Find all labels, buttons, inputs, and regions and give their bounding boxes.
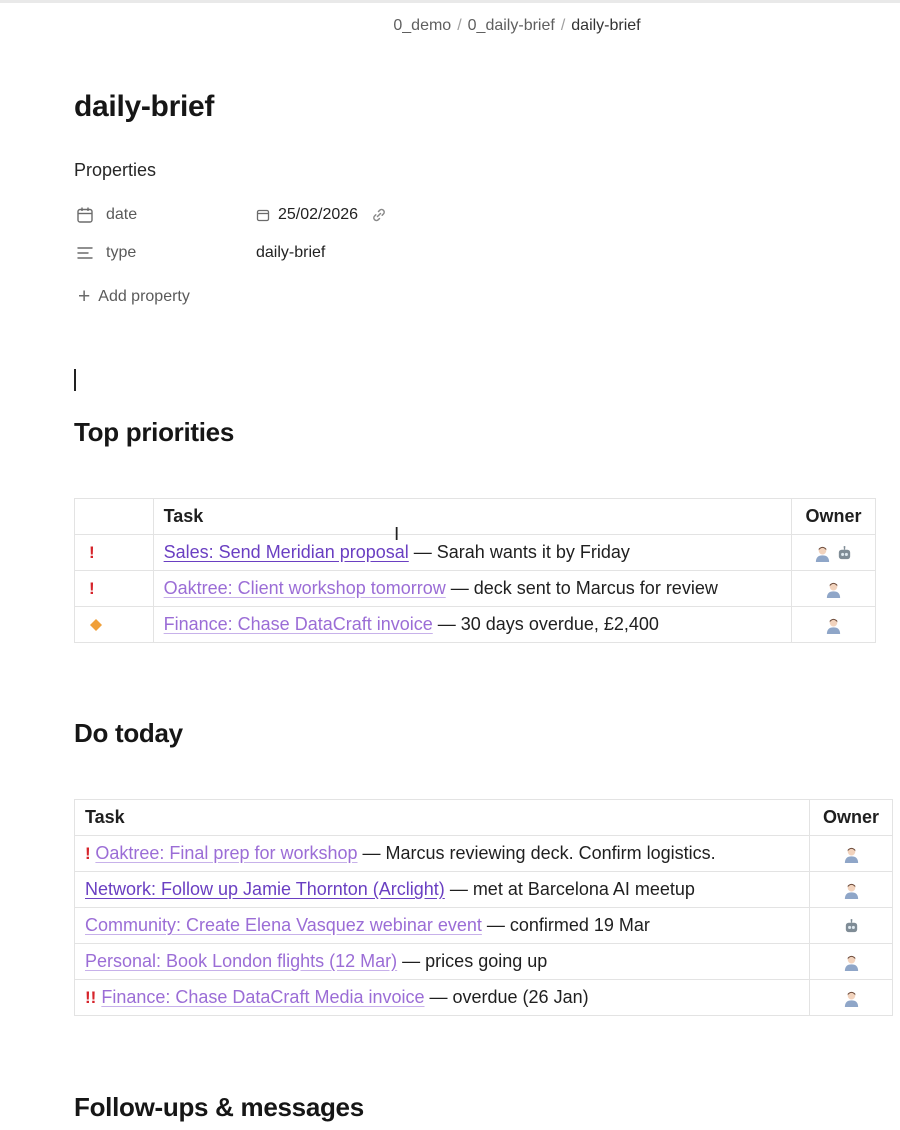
add-property-label: Add property xyxy=(98,287,190,305)
mouse-ibeam-cursor: I xyxy=(394,524,400,545)
orange-diamond-icon xyxy=(89,618,103,632)
plus-icon: + xyxy=(78,285,91,308)
person-avatar-icon xyxy=(814,545,831,562)
robot-avatar-icon xyxy=(843,918,860,935)
owner-cell xyxy=(792,535,876,571)
breadcrumb-separator: / xyxy=(457,17,462,34)
text-cursor xyxy=(74,369,76,391)
task-note: — confirmed 19 Mar xyxy=(481,915,650,935)
task-link[interactable]: Finance: Chase DataCraft invoice xyxy=(163,614,433,634)
section-title-do-today[interactable]: Do today xyxy=(74,718,183,748)
breadcrumb-separator: / xyxy=(560,17,566,34)
property-value-date[interactable] xyxy=(256,206,388,224)
task-note: — met at Barcelona AI meetup xyxy=(444,879,695,899)
table-row[interactable] xyxy=(75,980,893,1016)
calendar-small-icon xyxy=(256,208,270,222)
person-avatar-icon xyxy=(825,581,842,598)
person-avatar-icon xyxy=(843,846,860,863)
task-note: — overdue (26 Jan) xyxy=(424,987,589,1007)
task-cell[interactable] xyxy=(153,607,791,643)
property-value-type[interactable]: daily-brief xyxy=(256,244,326,261)
task-cell[interactable] xyxy=(75,908,810,944)
table-row[interactable] xyxy=(75,908,893,944)
task-cell[interactable] xyxy=(153,535,791,571)
property-row-type[interactable] xyxy=(74,239,325,267)
task-cell[interactable] xyxy=(75,872,810,908)
table-header-row xyxy=(75,499,876,535)
red-exclamation-icon: ! xyxy=(85,844,96,863)
owner-cell xyxy=(792,607,876,643)
page-title[interactable]: daily-brief xyxy=(74,90,215,123)
task-link[interactable]: Finance: Chase DataCraft Media invoice xyxy=(101,987,425,1007)
owner-cell xyxy=(792,571,876,607)
breadcrumb-item-demo[interactable]: 0_demo xyxy=(393,17,452,34)
person-avatar-icon xyxy=(843,882,860,899)
task-note: — deck sent to Marcus for review xyxy=(445,578,718,598)
property-name-type: type xyxy=(106,244,137,261)
table-row[interactable] xyxy=(75,535,876,571)
owner-cell xyxy=(810,908,893,944)
task-note: — 30 days overdue, £2,400 xyxy=(432,614,659,634)
robot-avatar-icon xyxy=(836,545,853,562)
header-owner[interactable]: Owner xyxy=(810,800,893,836)
table-row[interactable] xyxy=(75,607,876,643)
section-title-top-priorities[interactable]: Top priorities xyxy=(74,417,234,447)
header-owner[interactable]: Owner xyxy=(792,499,876,535)
double-exclamation-icon: !! xyxy=(85,988,97,1007)
property-name-date: date xyxy=(106,206,138,223)
priority-cell xyxy=(75,535,154,571)
task-link[interactable]: Network: Follow up Jamie Thornton (Arclight) xyxy=(85,879,445,899)
priority-cell xyxy=(75,571,154,607)
owner-cell xyxy=(810,872,893,908)
red-exclamation-icon: ! xyxy=(89,579,95,598)
table-row[interactable] xyxy=(75,571,876,607)
task-link[interactable]: Sales: Send Meridian proposal xyxy=(163,542,409,562)
task-cell[interactable] xyxy=(75,980,810,1016)
table-row[interactable] xyxy=(75,872,893,908)
person-avatar-icon xyxy=(825,617,842,634)
link-icon[interactable] xyxy=(370,206,388,224)
table-header-row xyxy=(75,800,893,836)
add-property-button[interactable] xyxy=(78,286,190,307)
top-priorities-table xyxy=(74,498,876,643)
header-priority[interactable] xyxy=(75,499,154,535)
header-task[interactable]: Task xyxy=(75,800,810,836)
owner-cell xyxy=(810,980,893,1016)
task-cell[interactable] xyxy=(75,836,810,872)
task-note: — prices going up xyxy=(397,951,548,971)
task-cell[interactable] xyxy=(153,571,791,607)
task-note: — Sarah wants it by Friday xyxy=(408,542,630,562)
task-cell[interactable] xyxy=(75,944,810,980)
breadcrumb xyxy=(0,17,900,35)
task-link[interactable]: Oaktree: Client workshop tomorrow xyxy=(163,578,446,598)
red-exclamation-icon: ! xyxy=(89,543,95,562)
person-avatar-icon xyxy=(843,954,860,971)
text-lines-icon xyxy=(74,242,96,264)
priority-cell xyxy=(75,607,154,643)
task-link[interactable]: Personal: Book London flights (12 Mar) xyxy=(85,951,398,971)
task-link[interactable]: Community: Create Elena Vasquez webinar event xyxy=(85,915,482,935)
date-value: 25/02/2026 xyxy=(278,206,359,223)
properties-heading[interactable]: Properties xyxy=(74,160,157,180)
property-row-date[interactable] xyxy=(74,201,388,229)
header-task[interactable]: Task xyxy=(153,499,791,535)
calendar-icon xyxy=(74,204,96,226)
breadcrumb-current: daily-brief xyxy=(571,17,641,34)
table-row[interactable] xyxy=(75,944,893,980)
task-link[interactable]: Oaktree: Final prep for workshop xyxy=(95,843,358,863)
breadcrumb-item-daily-brief-folder[interactable]: 0_daily-brief xyxy=(467,17,555,34)
top-border xyxy=(0,0,900,3)
do-today-table xyxy=(74,799,893,1016)
person-avatar-icon xyxy=(843,990,860,1007)
task-note: — Marcus reviewing deck. Confirm logistics. xyxy=(357,843,716,863)
table-row[interactable] xyxy=(75,836,893,872)
owner-cell xyxy=(810,836,893,872)
owner-cell xyxy=(810,944,893,980)
section-title-followups[interactable]: Follow-ups & messages xyxy=(74,1092,364,1122)
